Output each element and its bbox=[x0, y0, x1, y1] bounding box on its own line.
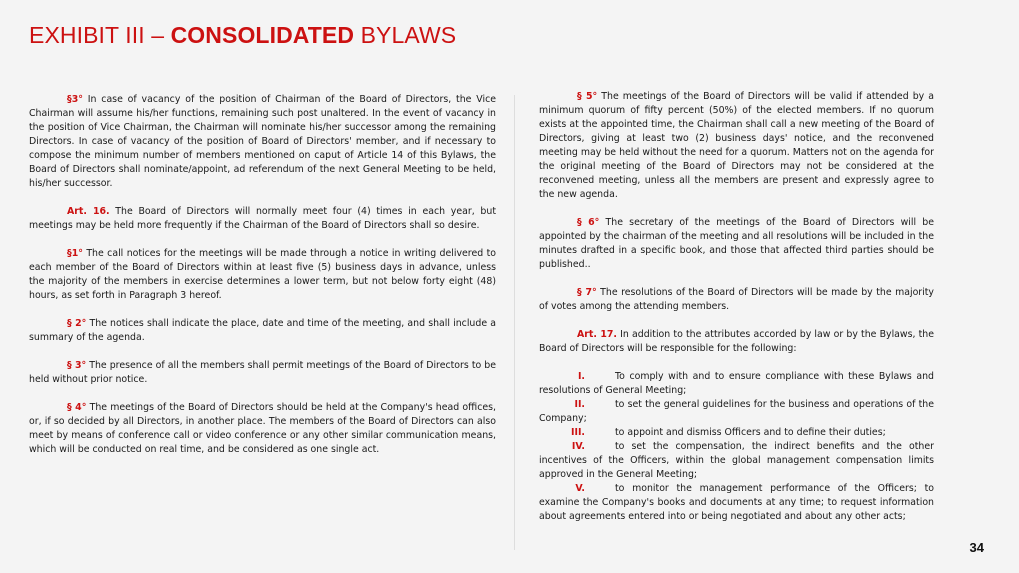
list-item-number: V. bbox=[575, 483, 585, 494]
paragraph-text: The notices shall indicate the place, date and time of the meeting, and shall include a summary of the agenda. bbox=[29, 318, 496, 343]
paragraph bbox=[29, 401, 496, 457]
paragraph-label: § 3° bbox=[67, 360, 87, 371]
right-column bbox=[539, 90, 934, 524]
paragraph bbox=[29, 317, 496, 345]
list-item bbox=[539, 482, 934, 524]
paragraph-label: § 6° bbox=[577, 217, 600, 228]
paragraph bbox=[539, 286, 934, 314]
title-prefix: EXHIBIT III – bbox=[29, 22, 171, 48]
paragraph bbox=[539, 216, 934, 272]
paragraph bbox=[29, 93, 496, 191]
list-item-number: III. bbox=[570, 427, 585, 438]
title-bold: CONSOLIDATED bbox=[170, 22, 355, 48]
paragraph-label: Art. 17. bbox=[577, 329, 617, 340]
page-number: 34 bbox=[969, 540, 984, 555]
paragraph-label: §1° bbox=[67, 248, 83, 259]
paragraph-text: The meetings of the Board of Directors will be valid if attended by a minimum quorum of fifty percent (50%) of the elected members. If no quorum exists at the appointed time, the Chairman shall call a new meeting of the Board of Directors, giving at least two (2) business days' notice, and the reconvened meeting may be held without the need for a quorum. Matters not on the agenda for the original meeting of the Board of Directors may not be considered at the reconvened meeting, unless all the members are present and expressly agree to the new agenda. bbox=[539, 91, 935, 200]
list-item bbox=[539, 426, 934, 440]
paragraph-label: §3° bbox=[67, 94, 83, 105]
paragraph bbox=[29, 247, 496, 303]
paragraph-label: Art. 16. bbox=[67, 206, 110, 217]
paragraph-label: § 2° bbox=[67, 318, 87, 329]
list-item-number: I. bbox=[577, 371, 585, 382]
list-item-text: To comply with and to ensure compliance with these Bylaws and resolutions of General Meeting; bbox=[539, 371, 934, 396]
list-item-number: II. bbox=[574, 399, 585, 410]
paragraph-text: In case of vacancy of the position of Chairman of the Board of Directors, the Vice Chairman will assume his/her functions, remaining such post unaltered. In the event of vacancy in the position of Vice Chairman, the Chairman will nominate his/her successor among the remaining Directors. In case of vacancy of the position of Board of Directors' member, and if necessary to compose the minimum number of members mentioned on caput of Article 14 of this Bylaws, the Board of Directors shall nominate/appoint, ad referendum of the next General Meeting to be held, his/her successor. bbox=[29, 94, 496, 189]
paragraph-text: The Board of Directors will normally meet four (4) times in each year, but meetings may be held more frequently if the Chairman of the Board of Directors shall so desire. bbox=[29, 206, 496, 231]
list-item-text: to set the compensation, the indirect benefits and the other incentives of the Officers, within the global management compensation limits approved in the General Meeting; bbox=[539, 441, 934, 480]
paragraph bbox=[539, 328, 934, 356]
list-item bbox=[539, 370, 934, 398]
paragraph-text: The secretary of the meetings of the Board of Directors will be appointed by the chairman of the meeting and all resolutions will be included in the minutes drafted in a specific book, and those that affected third parties should be published.. bbox=[539, 217, 934, 270]
paragraph-text: The resolutions of the Board of Directors will be made by the majority of votes among the attending members. bbox=[539, 287, 934, 312]
list-item-text: to set the general guidelines for the business and operations of the Company; bbox=[539, 399, 934, 424]
paragraph bbox=[29, 205, 496, 233]
paragraph bbox=[539, 90, 934, 202]
list-item bbox=[539, 440, 934, 482]
list-item bbox=[539, 398, 934, 426]
paragraph-text: The meetings of the Board of Directors should be held at the Company's head offices, or, if so decided by all Directors, in another place. The members of the Board of Directors can also meet by means of conference call or video conference or any other similar communication means, which will be conducted on real time, and be considered as one single act. bbox=[29, 402, 496, 455]
paragraph bbox=[29, 359, 496, 387]
paragraph-text: The call notices for the meetings will be made through a notice in writing delivered to each member of the Board of Directors within at least five (5) business days in advance, unless the majority of the members in exercise determines a lower term, but not below forty eight (48) hours, as set forth in Paragraph 3 hereof. bbox=[29, 248, 496, 301]
paragraph-text: The presence of all the members shall permit meetings of the Board of Directors to be held without prior notice. bbox=[29, 360, 496, 385]
list-item-number: IV. bbox=[571, 441, 585, 452]
paragraph-label: § 7° bbox=[577, 287, 597, 298]
slide-title bbox=[29, 22, 456, 49]
paragraph-text: In addition to the attributes accorded by law or by the Bylaws, the Board of Directors will be responsible for the following: bbox=[539, 329, 934, 354]
paragraph-label: § 4° bbox=[67, 402, 87, 413]
list-item-text: to monitor the management performance of the Officers; to examine the Company's books and documents at any time; to request information about agreements entered into or being negotiated and about any other acts; bbox=[539, 483, 934, 522]
left-column bbox=[29, 93, 496, 471]
paragraph-label: § 5° bbox=[577, 91, 598, 102]
responsibilities-list bbox=[539, 370, 934, 524]
list-item-text: to appoint and dismiss Officers and to define their duties; bbox=[615, 427, 886, 438]
column-divider bbox=[514, 95, 515, 550]
title-suffix: BYLAWS bbox=[354, 22, 457, 48]
